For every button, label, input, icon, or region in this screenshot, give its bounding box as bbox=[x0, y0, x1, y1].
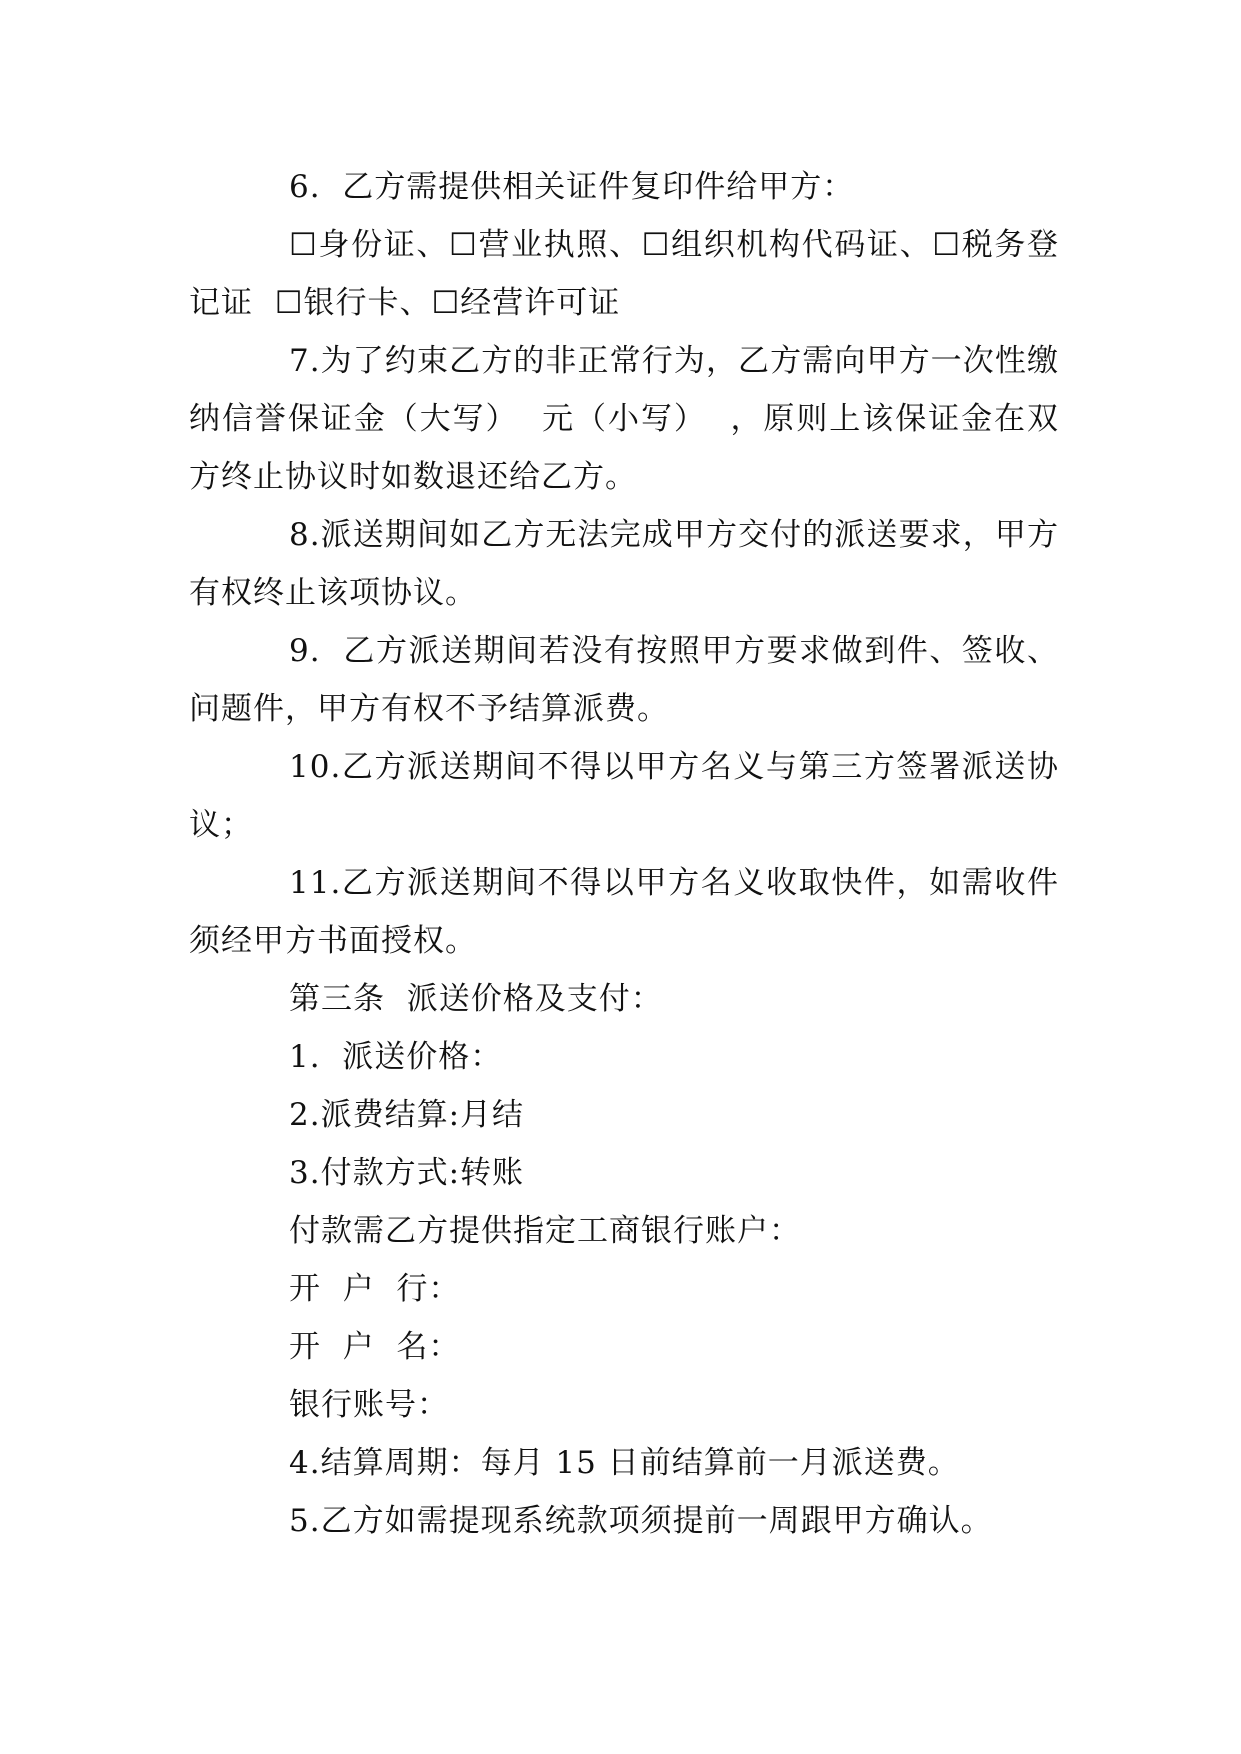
price-item-1: 1. 派送价格： bbox=[289, 1039, 503, 1075]
bank-account-intro: 付款需乙方提供指定工商银行账户： bbox=[289, 1213, 801, 1249]
clause-6: 6. 乙方需提供相关证件复印件给甲方： bbox=[289, 169, 855, 205]
account-number-line: 银行账号： bbox=[289, 1387, 449, 1423]
article-3-heading: 第三条 派送价格及支付： bbox=[289, 981, 663, 1017]
clause-8: 8.派送期间如乙方无法完成甲方交付的派送要求，甲方有权终止该项协议。 bbox=[189, 517, 1059, 611]
price-item-5: 5.乙方如需提现系统款项须提前一周跟甲方确认。 bbox=[289, 1503, 993, 1539]
price-item-4: 4.结算周期：每月 15 日前结算前一月派送费。 bbox=[289, 1445, 960, 1481]
clause-9: 9. 乙方派送期间若没有按照甲方要求做到件、签收、问题件，甲方有权不予结算派费。 bbox=[189, 633, 1059, 727]
clause-10: 10.乙方派送期间不得以甲方名义与第三方签署派送协议； bbox=[189, 749, 1059, 843]
clause-11: 11.乙方派送期间不得以甲方名义收取快件，如需收件须经甲方书面授权。 bbox=[189, 865, 1059, 959]
price-item-2: 2.派费结算:月结 bbox=[289, 1097, 525, 1133]
certificate-checklist: ☐身份证、☐营业执照、☐组织机构代码证、☐税务登记证 ☐银行卡、☐经营许可证 bbox=[189, 227, 1059, 321]
bank-branch-line: 开 户 行： bbox=[289, 1271, 461, 1307]
account-name-line: 开 户 名： bbox=[289, 1329, 461, 1365]
clause-7-deposit: 7.为了约束乙方的非正常行为，乙方需向甲方一次性缴纳信誉保证金（大写） 元（小写） ，原则上该保证金在双方终止协议时如数退还给乙方。 bbox=[189, 343, 1059, 495]
document-body bbox=[189, 158, 1059, 1550]
price-item-3: 3.付款方式:转账 bbox=[289, 1155, 525, 1191]
